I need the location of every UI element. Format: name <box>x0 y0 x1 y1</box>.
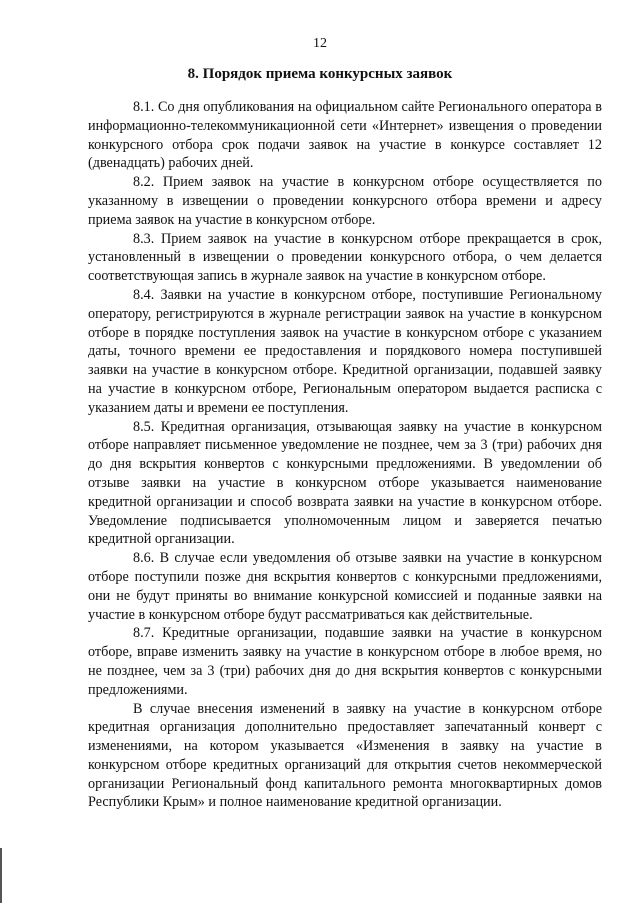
paragraph-8-2: 8.2. Прием заявок на участие в конкурсном отборе осуществляется по указанному в извещении о проведении конкурсного отбора времени и адресу приема заявок на участие в конкурсном отборе. <box>88 174 602 228</box>
paragraph-8-1: 8.1. Со дня опубликования на официальном сайте Регионального оператора в информационно-телекоммуникационной сети «Интернет» извещения о проведении конкурсного отбора срок подачи заявок на участие в конкурсе составляет 12 (двенадцать) рабочих дней. <box>88 99 602 172</box>
section-title: 8. Порядок приема конкурсных заявок <box>187 66 453 82</box>
paragraph-8-7-changes: В случае внесения изменений в заявку на участие в конкурсном отборе кредитная организация дополнительно предоставляет запечатанный конверт с изменениями, на котором указывается «Изменения в заявку на участие в конкурсном отборе кредитных организаций для открытия счетов некоммерческой организации Региональный фонд капитального ремонта многоквартирных домов Республики Крым» и полное наименование кредитной организации. <box>88 700 602 811</box>
paragraph-8-6: 8.6. В случае если уведомления об отзыве заявки на участие в конкурсном отборе поступили позже дня вскрытия конвертов с конкурсными предложениями, они не будут приняты во внимание конкурсной комиссией и поданные заявки на участие в конкурсном отборе будут рассматриваться как действительные. <box>88 550 602 623</box>
paragraph-8-7: 8.7. Кредитные организации, подавшие заявки на участие в конкурсном отборе, вправе изменить заявку на участие в конкурсном отборе в любое время, но не позднее, чем за 3 (три) рабочих дня до дня вскрытия конвертов с конкурсными предложениями. <box>88 625 602 698</box>
paragraph-8-3: 8.3. Прием заявок на участие в конкурсном отборе прекращается в срок, установленный в извещении о проведении конкурсного отбора, о чем делается соответствующая запись в журнале заявок на участие в конкурсном отборе. <box>88 230 602 285</box>
scan-margin-mark <box>0 848 2 903</box>
document-body <box>88 98 602 812</box>
page-number: 12 <box>313 36 327 51</box>
paragraph-8-4: 8.4. Заявки на участие в конкурсном отборе, поступившие Региональному оператору, регистрируются в журнале регистрации заявок на участие в конкурсном отборе в порядке поступления заявок на участие в конкурсном отборе с указанием даты, точного времени ее предоставления и порядкового номера поступившей заявки на участие в конкурсном отборе. Кредитной организации, подавшей заявку на участие в конкурсном отборе, Региональным оператором выдается расписка с указанием даты и времени ее поступления. <box>88 286 602 416</box>
paragraph-8-5: 8.5. Кредитная организация, отзывающая заявку на участие в конкурсном отборе направляет письменное уведомление не позднее, чем за 3 (три) рабочих дня до дня вскрытия конвертов с конкурсными предложениями. В уведомлении об отзыве заявки на участие в конкурсном отборе указывается наименование кредитной организации и способ возврата заявки на участие в конкурсном отборе. Уведомление подписывается уполномоченным лицом и заверяется печатью кредитной организации. <box>88 418 602 548</box>
